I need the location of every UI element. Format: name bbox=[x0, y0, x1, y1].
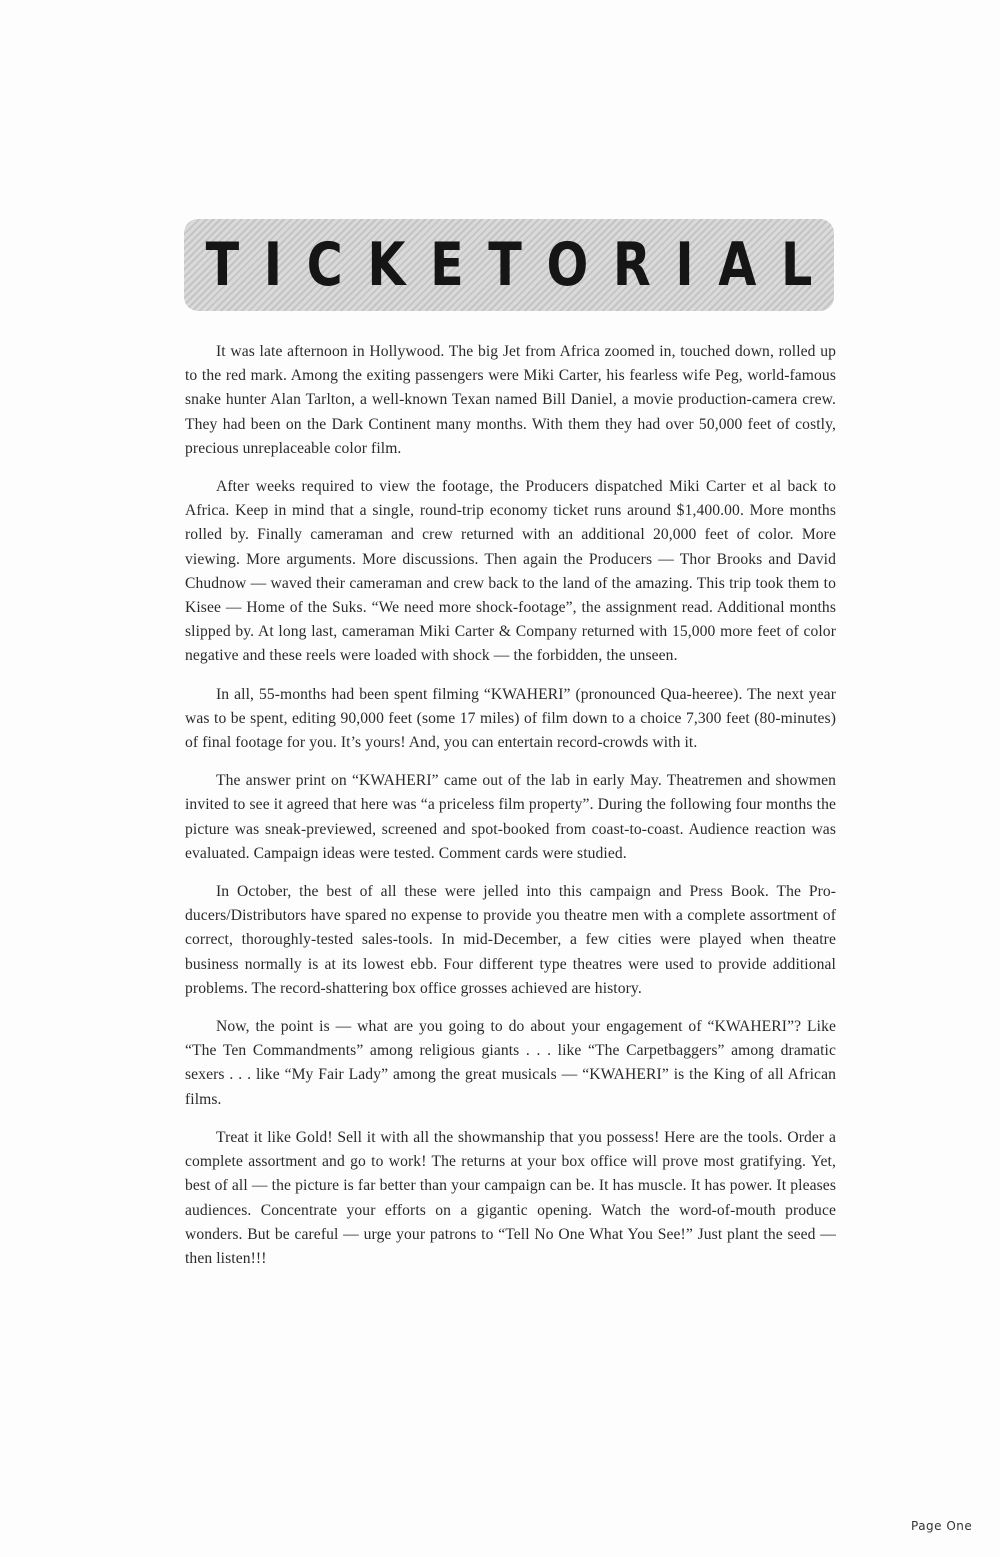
paragraph: In October, the best of all these were jelled into this campaign and Press Book. The Producers/Distributors have spared no expense to provide you theatre men with a complete assortment of correct, thoroughly-tested sales-tools. In mid-December, a few cities were played when theatre business normally is at its lowest ebb. Four different type theatres were used to provide additional problems. The record-shattering box office grosses achieved are history. bbox=[185, 883, 836, 997]
title-banner bbox=[184, 219, 837, 311]
paragraph: It was late afternoon in Hollywood. The big Jet from Africa zoomed in, touched down, rolled up to the red mark. Among the exiting passengers were Miki Carter, his fearless wife Peg, world-famous snake hunter Alan Tarlton, a well-known Texan named Bill Daniel, a movie production-camera crew. They had been on the Dark Continent many months. With them they had over 50,000 feet of costly, precious unreplaceable color film. bbox=[185, 343, 836, 457]
paragraph: After weeks required to view the footage, the Producers dispatched Miki Carter et al back to Africa. Keep in mind that a single, round-trip economy ticket runs around $1,400.00. More months rolled by. Finally cameraman and crew returned with an additional 20,000 feet of color. More viewing. More arguments. More discussions. Then again the Producers — Thor Brooks and David Chudnow — waved their cameraman and crew back to the land of the amazing. This trip took them to Kisee — Home of the Suks. “We need more shock-footage”, the assignment read. Additional months slipped by. At long last, cameraman Miki Carter & Company returned with 15,000 more feet of color negative and these reels were loaded with shock — the forbidden, the unseen. bbox=[185, 478, 836, 665]
article-body bbox=[185, 340, 836, 1285]
paragraph: The answer print on “KWAHERI” came out of the lab in early May. Theatremen and showmen invited to see it agreed that here was “a priceless film property”. During the following four months the picture was sneak-previewed, screened and spot-booked from coast-to-coast. Audience reaction was evaluated. Campaign ideas were tested. Comment cards were studied. bbox=[185, 772, 836, 862]
paragraph: Treat it like Gold! Sell it with all the showmanship that you possess! Here are the tools. Order a complete assortment and go to work! The returns at your box office will prove most gratifying. Yet, best of all — the picture is far better than your campaign can be. It has muscle. It has power. It pleases audiences. Concentrate your efforts on a gigantic opening. Watch the word-of-mouth produce wonders. But be careful — urge your patrons to “Tell No One What You See!” Just plant the seed — then listen!!! bbox=[185, 1128, 836, 1267]
page-title: TICKETORIAL bbox=[205, 230, 837, 300]
paragraph: In all, 55-months had been spent filming “KWAHERI” (pronounced Qua-heeree). The next year was to be spent, editing 90,000 feet (some 17 miles) of film down to a choice 7,300 feet (80-minutes) of final footage for you. It’s yours! And, you can entertain record-crowds with it. bbox=[185, 685, 836, 752]
page-number: Page One bbox=[911, 1519, 973, 1533]
paragraph: Now, the point is — what are you going to do about your engagement of “KWAHERI”? Like “The Ten Commandments” among religious giants . . . like “The Carpetbaggers” among dramatic sexers . . . like “My Fair Lady” among the great musicals — “KWAHERI” is the King of all African films. bbox=[185, 1018, 836, 1108]
